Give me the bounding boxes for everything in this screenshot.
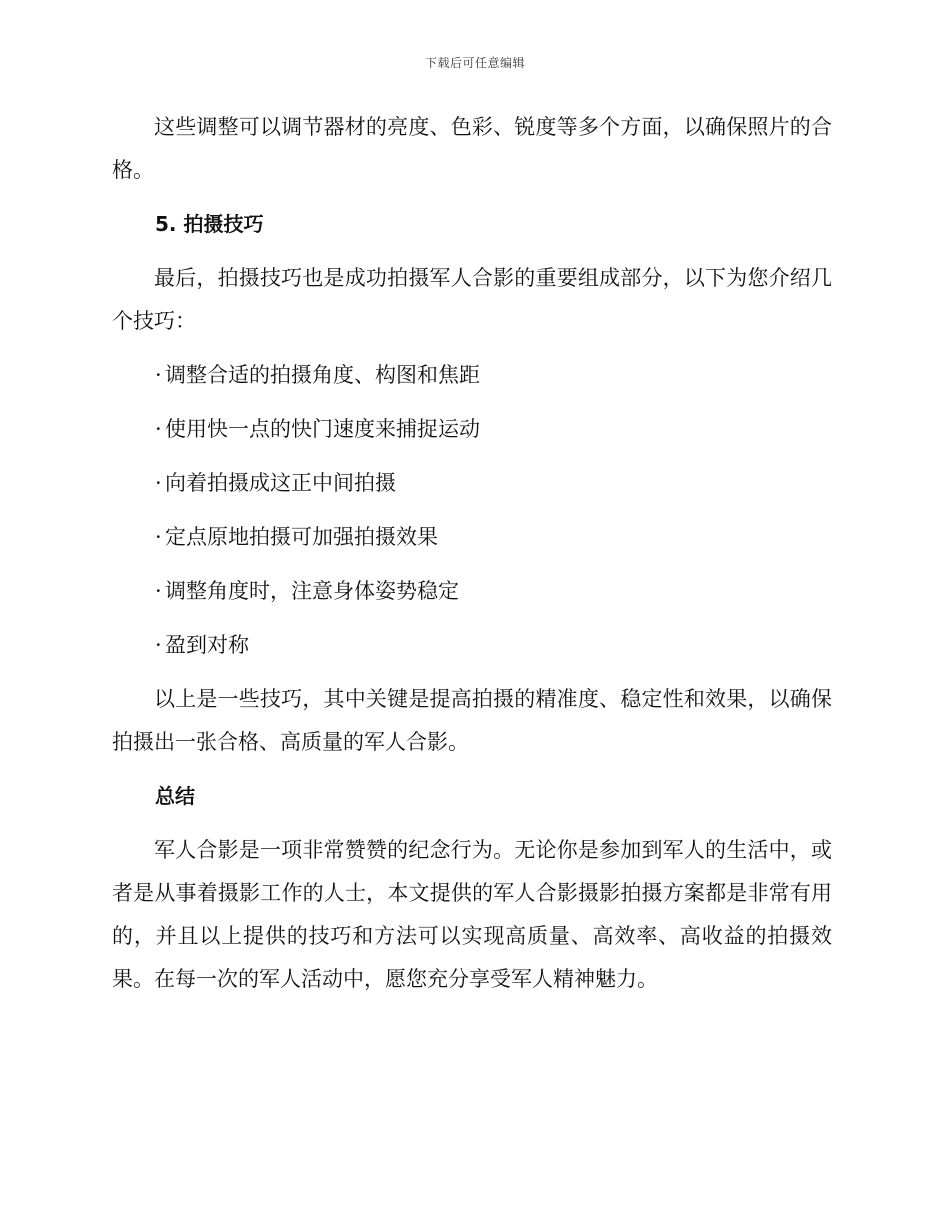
section-5-closing: 以上是一些技巧，其中关键是提高拍摄的精准度、稳定性和效果，以确保拍摄出一张合格、高质量的军人合影。 (112, 687, 832, 754)
tip-text: 使用快一点的快门速度来捕捉运动 (165, 417, 480, 441)
list-item (112, 408, 832, 451)
list-item (112, 570, 832, 613)
section-5-intro: 最后，拍摄技巧也是成功拍摄军人合影的重要组成部分，以下为您介绍几个技巧： (112, 266, 832, 333)
tip-text: 定点原地拍摄可加强拍摄效果 (165, 525, 438, 549)
tip-text: 调整角度时，注意身体姿势稳定 (165, 579, 459, 603)
bullet-dot-icon: · (155, 525, 162, 549)
tip-text: 盈到对称 (165, 633, 249, 657)
list-item (112, 624, 832, 667)
list-item (112, 462, 832, 505)
bullet-dot-icon: · (155, 579, 162, 603)
bullet-dot-icon: · (155, 633, 162, 657)
intro-paragraph: 这些调整可以调节器材的亮度、色彩、锐度等多个方面，以确保照片的合格。 (112, 115, 832, 182)
tip-text: 调整合适的拍摄角度、构图和焦距 (165, 363, 480, 387)
bullet-dot-icon: · (155, 363, 162, 387)
tip-text: 向着拍摄成这正中间拍摄 (165, 471, 396, 495)
section-5-heading: 5. 拍摄技巧 (155, 212, 264, 236)
list-item (112, 516, 832, 559)
tips-list (112, 354, 832, 667)
document-body (112, 106, 832, 1012)
summary-heading: 总结 (155, 784, 195, 808)
page-header: 下载后可任意编辑 (424, 56, 525, 70)
summary-paragraph: 军人合影是一项非常赞赞的纪念行为。无论你是参加到军人的生活中，或者是从事着摄影工作的人士，本文提供的军人合影摄影拍摄方案都是非常有用的，并且以上提供的技巧和方法可以实现高质量、高效率、高收益的拍摄效果。在每一次的军人活动中，愿您充分享受军人精神魅力。 (112, 838, 832, 991)
list-item (112, 354, 832, 397)
bullet-dot-icon: · (155, 417, 162, 441)
bullet-dot-icon: · (155, 471, 162, 495)
